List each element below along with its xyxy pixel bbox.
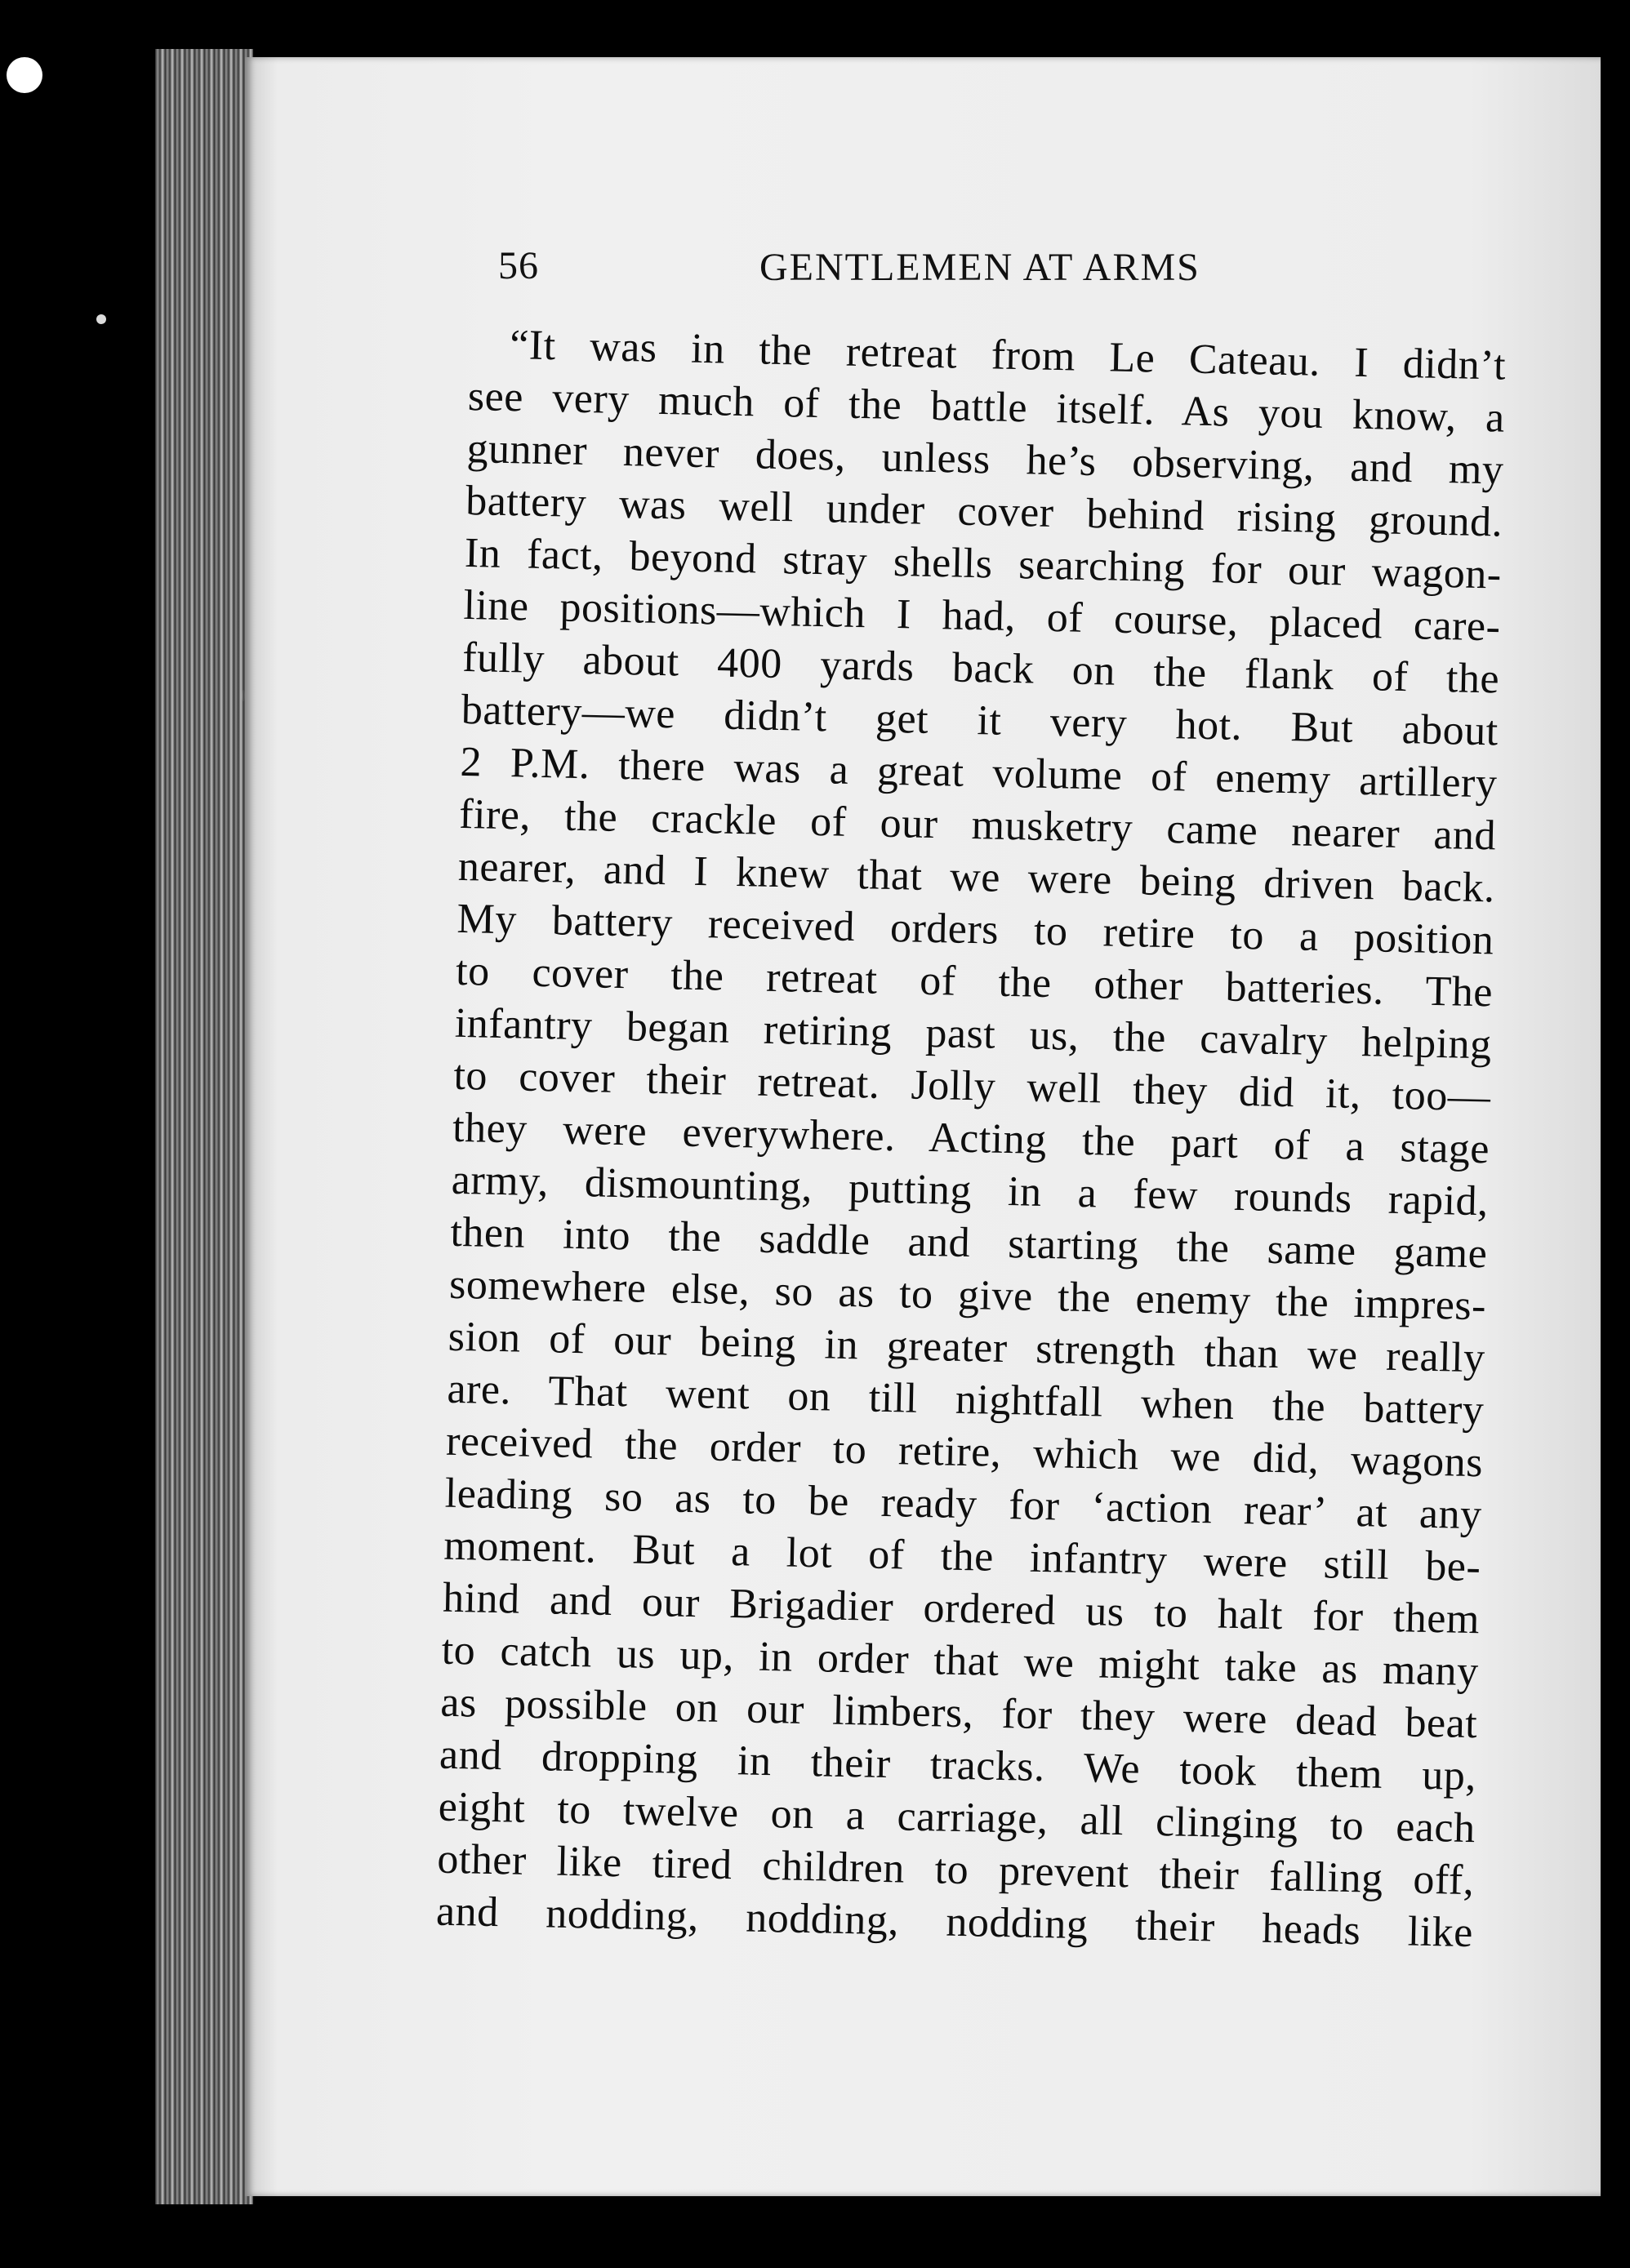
text-line: to cover the retreat of the other batteries. The [455, 947, 1494, 1016]
text-line: line positions—which I had, of course, placed care- [463, 581, 1501, 651]
page-header [498, 237, 1266, 310]
text-line: to cover their retreat. Jolly well they did it, too— [452, 1052, 1491, 1121]
text-line: and dropping in their tracks. We took them up, [439, 1731, 1477, 1800]
text-line: infantry began retiring past us, the cavalry helping [454, 999, 1493, 1069]
text-line: leading so as to be ready for ‘action rear’ at any [444, 1470, 1483, 1539]
text-line: are. That went on till nightfall when the battery [446, 1365, 1485, 1434]
text-line: and nodding, nodding, nodding their heads like [435, 1888, 1474, 1957]
text-line: army, dismounting, putting in a few rounds rapid, [451, 1156, 1490, 1225]
text-line: In fact, beyond stray shells searching for our wagon- [464, 529, 1503, 598]
book-page-edges [155, 49, 253, 2204]
text-line: fire, the crackle of our musketry came nearer and [458, 790, 1497, 860]
text-line: moment. But a lot of the infantry were still be- [443, 1522, 1481, 1591]
text-line: see very much of the battle itself. As you know, a [467, 372, 1506, 442]
film-punch-hole [7, 57, 42, 93]
text-line: they were everywhere. Acting the part of a stage [452, 1104, 1490, 1173]
body-text [435, 318, 1506, 1959]
page-number: 56 [498, 244, 539, 287]
text-line: somewhere else, so as to give the enemy the impres- [448, 1261, 1487, 1330]
text-line: nearer, and I knew that we were being driven back. [457, 843, 1496, 912]
text-line: 2 P.M. there was a great volume of enemy artillery [460, 738, 1498, 807]
text-line: fully about 400 yards back on the flank of the [461, 634, 1500, 703]
text-line: as possible on our limbers, for they were dead beat [439, 1679, 1478, 1748]
running-title: GENTLEMEN AT ARMS [759, 246, 1200, 289]
text-line: battery was well under cover behind rising ground. [465, 477, 1503, 546]
text-line: eight to twelve on a carriage, all clinging to each [438, 1783, 1476, 1852]
text-line: then into the saddle and starting the same game [449, 1208, 1488, 1278]
text-line: received the order to retire, which we did, wagons [445, 1417, 1484, 1487]
text-line: hind and our Brigadier ordered us to halt for them [442, 1574, 1481, 1643]
text-line: My battery received orders to retire to a position [456, 895, 1494, 964]
text-line: gunner never does, unless he’s observing, and my [466, 425, 1504, 494]
text-line: “It was in the retreat from Le Cateau. I didn’t [509, 322, 1507, 389]
dust-speck [96, 314, 106, 324]
text-line: other like tired children to prevent their falling off, [436, 1835, 1475, 1905]
text-line: to catch us up, in order that we might take as many [441, 1626, 1480, 1696]
text-line: sion of our being in greater strength than we really [448, 1313, 1486, 1382]
text-line: battery—we didn’t get it very hot. But about [461, 686, 1499, 755]
